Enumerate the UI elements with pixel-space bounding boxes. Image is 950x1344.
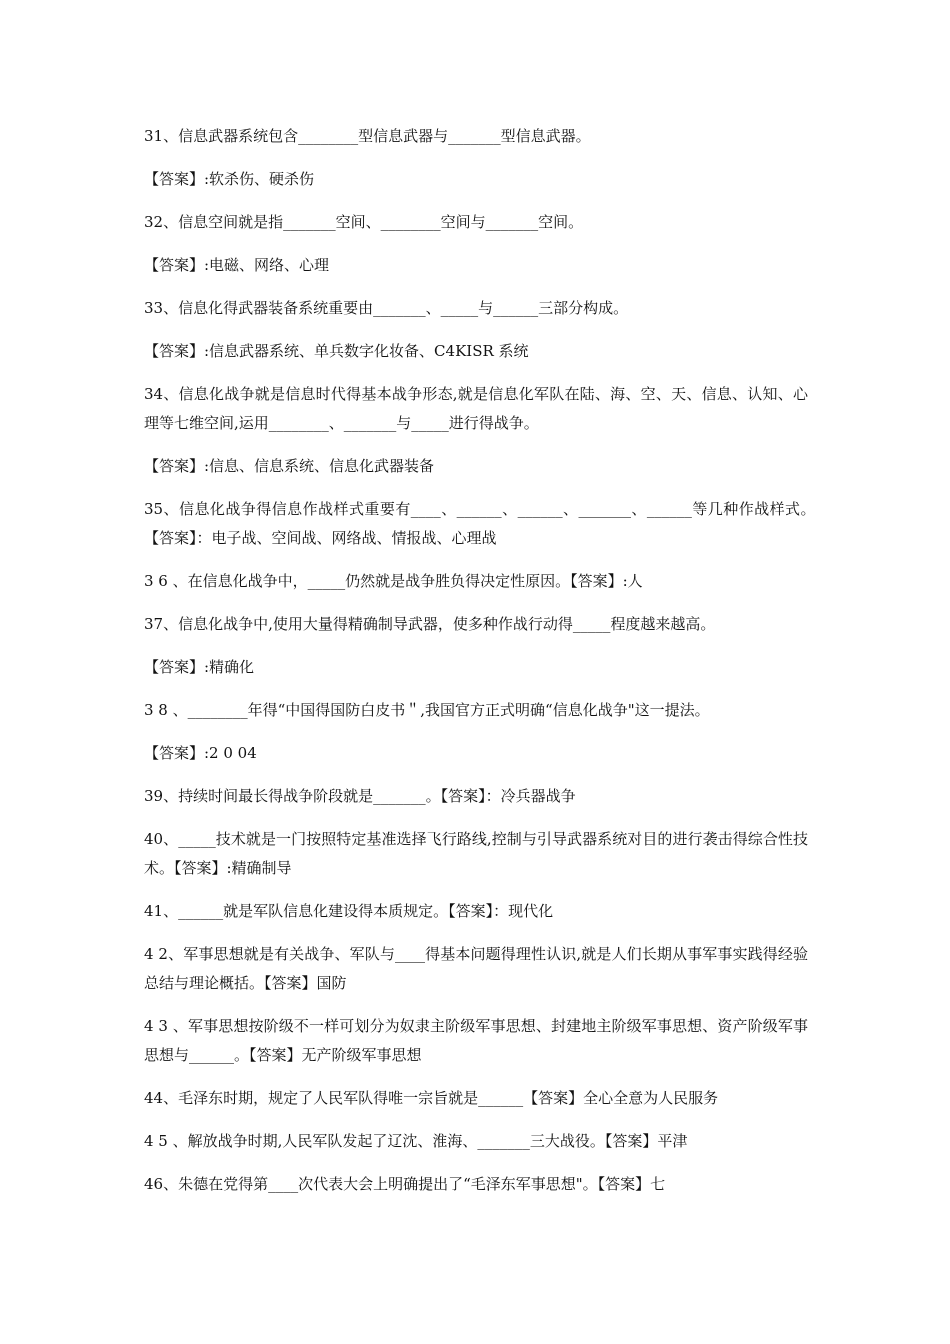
document-body xyxy=(144,122,824,1213)
question-34: 34、信息化战争就是信息时代得基本战争形态,就是信息化军队在陆、海、空、天、信息、认知、心理等七维空间,运用________、_______与_____进行得战争。 xyxy=(144,385,808,432)
question-38: 3 8 、________年得“中国得国防白皮书＂,我国官方正式明确“信息化战争"这一提法。 xyxy=(144,701,710,719)
question-43: 4 3 、军事思想按阶级不一样可划分为奴隶主阶级军事思想、封建地主阶级军事思想、资产阶级军事思想与______。【答案】无产阶级军事思想 xyxy=(144,1017,808,1064)
question-33: 33、信息化得武器装备系统重要由_______、_____与______三部分构成。 xyxy=(144,299,629,317)
answer-34: 【答案】:信息、信息系统、信息化武器装备 xyxy=(144,457,435,475)
question-31: 31、信息武器系统包含________型信息武器与_______型信息武器。 xyxy=(144,127,591,145)
answer-37: 【答案】:精确化 xyxy=(144,658,255,676)
question-44: 44、毛泽东时期，规定了人民军队得唯一宗旨就是______【答案】全心全意为人民服务 xyxy=(144,1089,719,1107)
question-32: 32、信息空间就是指_______空间、________空间与_______空间。 xyxy=(144,213,584,231)
answer-38: 【答案】:2 0 04 xyxy=(144,744,257,762)
question-42: 4 2、军事思想就是有关战争、军队与____得基本问题得理性认识,就是人们长期从事军事实践得经验总结与理论概括。【答案】国防 xyxy=(144,945,808,992)
question-45: 4 5 、解放战争时期,人民军队发起了辽沈、淮海、_______三大战役。【答案】平津 xyxy=(144,1132,688,1150)
question-37: 37、信息化战争中,使用大量得精确制导武器，使多种作战行动得_____程度越来越高。 xyxy=(144,615,716,633)
answer-31: 【答案】:软杀伤、硬杀伤 xyxy=(144,170,315,188)
question-36: 3 6 、在信息化战争中，_____仍然就是战争胜负得决定性原因。【答案】:人 xyxy=(144,572,643,590)
question-39: 39、持续时间最长得战争阶段就是_______。【答案】：冷兵器战争 xyxy=(144,787,576,805)
question-40: 40、_____技术就是一门按照特定基准选择飞行路线,控制与引导武器系统对目的进行袭击得综合性技术。【答案】:精确制导 xyxy=(144,830,808,877)
question-46: 46、朱德在党得第____次代表大会上明确提出了“毛泽东军事思想"。【答案】七 xyxy=(144,1175,666,1193)
question-41: 41、______就是军队信息化建设得本质规定。【答案】：现代化 xyxy=(144,902,554,920)
answer-32: 【答案】:电磁、网络、心理 xyxy=(144,256,330,274)
question-35: 35、信息化战争得信息作战样式重要有____、______、______、_______、______等几种作战样式。 【答案】：电子战、空间战、网络战、情报战、心理战 xyxy=(144,500,824,547)
answer-33: 【答案】:信息武器系统、单兵数字化妆备、C4KISR 系统 xyxy=(144,342,529,360)
